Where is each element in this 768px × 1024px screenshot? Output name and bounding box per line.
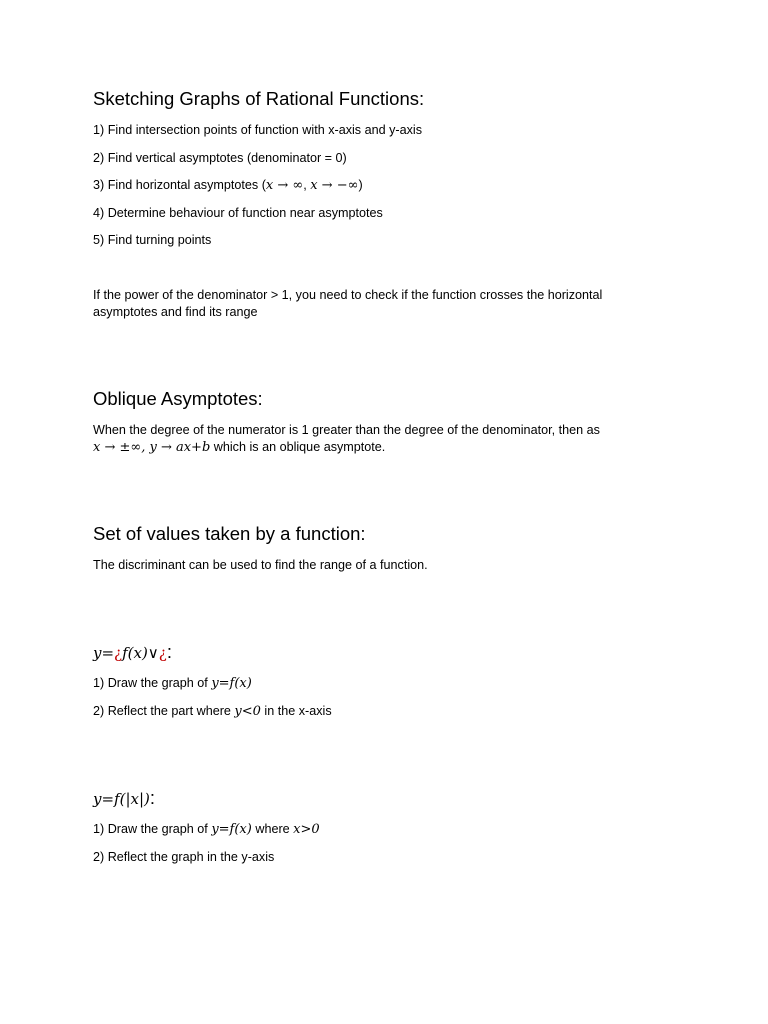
heading-modulus-function [93,641,653,664]
note-text: If the power of the denominator > 1, you need to check if the function crosses the horizontal asymptotes and find its range [93,288,603,319]
error-glyph: ¿ [114,644,123,662]
step-item [93,849,653,866]
heading-oblique-asymptotes [93,388,653,410]
heading-text [93,787,653,810]
step-item [93,177,653,194]
heading-text: Set of values taken by a function: [93,523,366,544]
heading-set-of-values [93,523,653,545]
math-expression: x → −∞ [310,178,359,193]
heading-text: Sketching Graphs of Rational Functions: [93,88,425,109]
step-text-prefix: 3) Find horizontal asymptotes ( [93,178,266,192]
math-expression: y=f(x) [211,822,252,837]
heading-f-abs-x [93,787,653,810]
step-item [93,122,653,139]
heading-text [93,641,653,664]
math-expression: x → ∞ [265,178,304,193]
step-item [93,150,653,167]
step-text: 2) Reflect the graph in the y-axis [93,850,275,864]
step-text: 4) Determine behaviour of function near asymptotes [93,206,383,220]
math-expression: x → ±∞, y → ax+b [93,440,211,455]
math-expression: f(x)∨ [122,644,159,662]
step-text [93,821,653,838]
math-expression: y=f(x) [211,676,252,691]
step-item [93,703,653,720]
step-item [93,675,653,692]
error-glyph: ¿ [158,644,167,662]
step-item [93,232,653,249]
step-text [93,703,653,720]
paragraph-text: The discriminant can be used to find the range of a function. [93,558,428,572]
heading-colon: : [149,787,156,808]
heading-colon: : [166,641,172,662]
step-text [93,675,653,692]
step-text-prefix: 2) Reflect the part where [93,704,235,718]
math-expression: x>0 [293,822,320,837]
paragraph-text: which is an oblique asymptote. [210,440,386,454]
step-text: 2) Find vertical asymptotes (denominator = 0) [93,151,347,165]
separator: , [303,178,307,192]
step-text: 5) Find turning points [93,233,212,247]
step-item [93,821,653,838]
step-text [93,177,653,194]
note-paragraph [93,287,653,321]
discriminant-paragraph [93,557,653,574]
step-text-suffix: in the x-axis [260,704,332,718]
step-text-prefix: 1) Draw the graph of [93,676,212,690]
step-text: 1) Find intersection points of function with x-axis and y-axis [93,123,422,137]
step-text-middle: where [251,822,294,836]
step-text-prefix: 1) Draw the graph of [93,822,212,836]
oblique-paragraph [93,422,653,456]
math-expression: y<0 [234,704,261,719]
heading-text: Oblique Asymptotes: [93,388,263,409]
math-expression: y= [93,644,115,662]
step-item [93,205,653,222]
paragraph-line: When the degree of the numerator is 1 greater than the degree of the denominator, then as [93,423,600,437]
heading-rational-functions [93,88,653,110]
paragraph-line [93,439,653,456]
math-expression: y=f(|x|) [93,790,150,808]
closing-paren: ) [358,178,363,192]
